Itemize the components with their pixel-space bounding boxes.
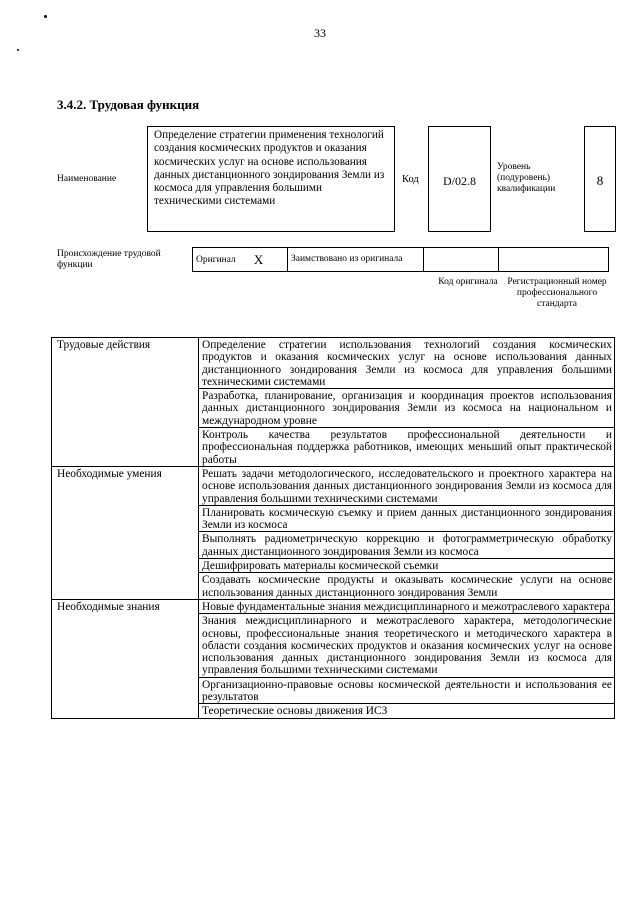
- scan-speck: [17, 49, 19, 51]
- original-mark: X: [253, 251, 264, 267]
- description-cell: Дешифрировать материалы космической съемки: [199, 559, 615, 573]
- borrowed-label: Заимствовано из оригинала: [291, 254, 403, 264]
- scan-speck: [44, 15, 47, 18]
- name-label: Наименование: [57, 174, 117, 184]
- description-cell: Планировать космическую съемку и прием данных дистанционного зондирования Земли из космоса: [199, 505, 615, 532]
- code-value-box: D/02.8: [428, 126, 491, 232]
- page-number: 33: [314, 26, 326, 40]
- level-value-box: 8: [584, 126, 616, 232]
- table-row: [52, 466, 615, 505]
- function-table: [51, 337, 615, 719]
- description-cell: Теоретические основы движения ИСЗ: [199, 704, 615, 718]
- description-cell: Контроль качества результатов профессиональной деятельности и профессиональная поддержка работников, имеющих меньший опыт практической работы: [199, 428, 615, 467]
- code-label: Код: [402, 174, 419, 185]
- origin-table: [192, 247, 609, 272]
- description-cell: Создавать космические продукты и оказывать космические услуги на основе использования данных дистанционного зондирования Земли: [199, 573, 615, 600]
- description-cell: Организационно-правовые основы космической деятельности и использования ее результатов: [199, 677, 615, 704]
- description-cell: Решать задачи методологического, исследовательского и проектного характера на основе использования данных дистанционного зондирования Земли из космоса для управления большими техническими системами: [199, 466, 615, 505]
- function-name-box: Определение стратегии применения технологий создания космических продуктов и оказания космических услуг на основе использования данных дистанционного зондирования Земли из космоса для управления большими техническими системами: [147, 126, 395, 232]
- origin-label: Происхождение трудовой функции: [57, 249, 161, 270]
- level-label: Уровень (подуровень) квалификации: [497, 162, 556, 194]
- description-cell: Определение стратегии использования технологий создания космических продуктов и оказания космических услуг на основе использования данных дистанционного зондирования Земли из космоса для управления большими техническими системами: [199, 338, 615, 389]
- reg-number-caption: Регистрационный номер профессионального стандарта: [507, 277, 607, 309]
- description-cell: Разработка, планирование, организация и координация проектов использования данных дистанционного зондирования Земли из космоса на национальном и международном уровне: [199, 389, 615, 428]
- borrowed-cell: [288, 248, 424, 272]
- description-cell: Знания междисциплинарного и межотраслевого характера, методологические основы, профессиональные знания теоретического и методического характера в области создания космических продуктов и оказания космических услуг на основе использования данных дистанционного зондирования Земли из космоса для управления большими техническими системами: [199, 614, 615, 677]
- origin-code-cell: [424, 248, 499, 272]
- reg-number-cell: [499, 248, 609, 272]
- category-cell: Трудовые действия: [52, 338, 199, 467]
- description-cell: Выполнять радиометрическую коррекцию и фотограмметрическую обработку данных дистанционного зондирования Земли из космоса: [199, 532, 615, 559]
- category-cell: Необходимые знания: [52, 599, 199, 718]
- code-original-caption: Код оригинала: [438, 277, 498, 287]
- table-row: [52, 338, 615, 389]
- description-cell: Новые фундаментальные знания междисциплинарного и межотраслевого характера: [199, 599, 615, 613]
- original-label: Оригинал: [196, 254, 236, 265]
- category-cell: Необходимые умения: [52, 466, 199, 599]
- original-cell: [193, 248, 288, 272]
- table-row: [52, 599, 615, 613]
- section-title: 3.4.2. Трудовая функция: [57, 97, 200, 112]
